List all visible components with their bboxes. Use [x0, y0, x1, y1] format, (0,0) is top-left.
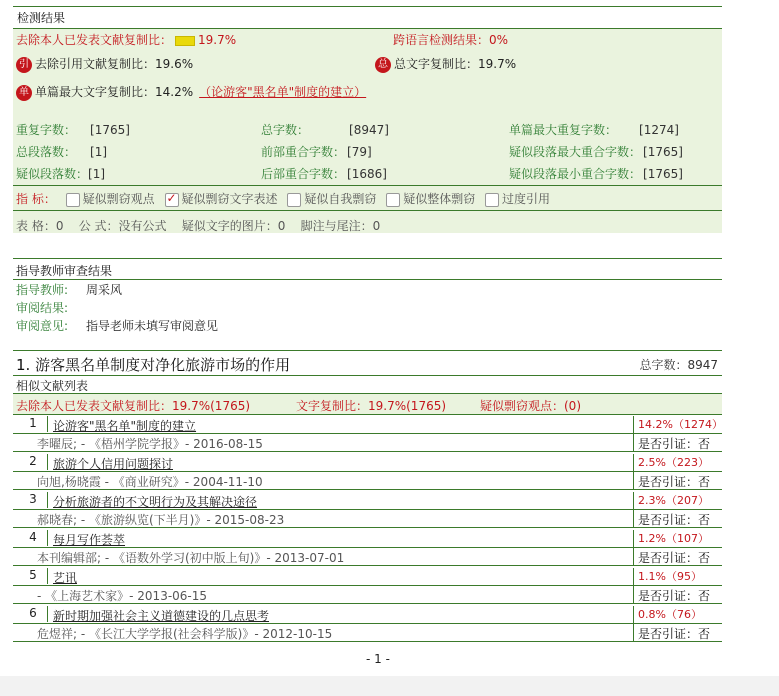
single-max-label: 单篇最大文字复制比：14.2% [35, 85, 194, 99]
literature-item [13, 492, 722, 510]
summary-self-exclude: 去除本人已发表文献复制比：19.7%(1765) [16, 399, 251, 413]
stat-back-overlap: 后部重合字数： [1686] [261, 167, 387, 181]
literature-number: 6 [19, 606, 48, 622]
self-exclude-row [16, 31, 236, 48]
literature-author-source: 危煜祥; - 《长江大学学报(社会科学版)》- 2012-10-15 [37, 627, 333, 641]
indicator-checkbox-whole[interactable] [386, 193, 400, 207]
indicator-checkbox-text[interactable] [165, 193, 179, 207]
literature-cite-status: 是否引证：否 [638, 589, 711, 603]
detection-results-panel [13, 6, 722, 233]
indicator-checkbox-opinion[interactable] [66, 193, 80, 207]
literature-percent: 14.2%（1274） [638, 418, 723, 431]
detection-title: 检测结果 [13, 7, 722, 29]
literature-title-link[interactable]: 新时期加强社会主义道德建设的几点思考 [53, 609, 270, 623]
self-exclude-value: 19.7% [198, 33, 237, 47]
stat-repeat-words: 重复字数： [1765] [16, 123, 130, 137]
literature-author-source: 本刊编辑部; - 《语数外学习(初中版上旬)》- 2013-07-01 [37, 551, 345, 565]
stat-single-max-repeat: 单篇最大重复字数： [1274] [509, 123, 679, 137]
literature-cite-status: 是否引证：否 [638, 513, 711, 527]
summary-opinion: 疑似剽窃观点：(0) [480, 399, 581, 413]
page-footer-gap [0, 676, 779, 696]
single-max-source-link[interactable]: （论游客"黑名单"制度的建立） [199, 85, 367, 99]
cross-lang-result: 跨语言检测结果：0% [393, 33, 509, 47]
literature-title-link[interactable]: 旅游个人信用问题探讨 [53, 457, 174, 471]
ratio-bar-icon [175, 36, 195, 46]
stat-front-overlap: 前部重合字数： [79] [261, 145, 372, 159]
literature-item [13, 416, 722, 434]
literature-title-link[interactable]: 艺讯 [53, 571, 78, 585]
cite-exclude-label: 去除引用文献复制比：19.6% [35, 57, 194, 71]
literature-meta [13, 472, 722, 490]
literature-author-source: - 《上海艺术家》- 2013-06-15 [37, 589, 208, 603]
stat-similar-paragraphs: 疑似段落数：[1] [16, 167, 106, 181]
literature-cite-status: 是否引证：否 [638, 437, 711, 451]
total-copy-label: 总文字复制比：19.7% [394, 57, 517, 71]
cite-exclude-row [16, 55, 193, 73]
literature-meta [13, 624, 722, 642]
literature-meta [13, 548, 722, 566]
literature-item [13, 568, 722, 586]
literature-cite-status: 是否引证：否 [638, 551, 711, 565]
cite-badge-icon: 引 [16, 57, 32, 73]
literature-number: 5 [19, 568, 48, 584]
literature-number: 2 [19, 454, 48, 470]
stat-total-words: 总字数： [8947] [261, 123, 389, 137]
literature-meta [13, 510, 722, 528]
literature-percent: 1.2%（107） [638, 532, 709, 545]
literature-item [13, 606, 722, 624]
literature-meta [13, 586, 722, 604]
literature-item [13, 454, 722, 472]
review-title: 指导教师审查结果 [16, 264, 113, 278]
single-max-row [16, 83, 366, 101]
total-copy-row [375, 55, 516, 73]
literature-number: 4 [19, 530, 48, 546]
stat-para-min-overlap: 疑似段落最小重合字数： [1765] [509, 167, 683, 181]
summary-bar [13, 393, 722, 415]
literature-percent: 1.1%（95） [638, 570, 702, 583]
literature-author-source: 李曜辰; - 《梧州学院学报》- 2016-08-15 [37, 437, 263, 451]
review-opinion-row: 审阅意见: 指导老师未填写审阅意见 [16, 319, 219, 333]
indicator-label: 指 标： [16, 192, 56, 206]
literature-author-source: 郝晓春; - 《旅游纵览(下半月)》- 2015-08-23 [37, 513, 285, 527]
literature-percent: 2.3%（207） [638, 494, 709, 507]
literature-title-link[interactable]: 分析旅游者的不文明行为及其解决途径 [53, 495, 258, 509]
literature-meta [13, 434, 722, 452]
literature-number: 3 [19, 492, 48, 508]
literature-title-link[interactable]: 每月写作荟萃 [53, 533, 126, 547]
literature-percent: 2.5%（223） [638, 456, 709, 469]
doc-header [13, 350, 722, 376]
literature-cite-status: 是否引证：否 [638, 627, 711, 641]
page-number: - 1 - [366, 652, 390, 666]
doc-total-words: 总字数：8947 [639, 358, 718, 372]
indicator-row: 指 标： 疑似剽窃观点 ✓ 疑似剽窃文字表述 疑似自我剽窃 疑似整体剽窃 过度引用 [16, 190, 550, 207]
doc-title: 1. 游客黑名单制度对净化旅游市场的作用 [16, 356, 291, 374]
review-result-label: 审阅结果: [16, 301, 69, 315]
literature-title-link[interactable]: 论游客"黑名单"制度的建立 [53, 419, 197, 433]
literature-number: 1 [19, 416, 48, 432]
stat-total-paragraphs: 总段落数： [1] [16, 145, 108, 159]
self-exclude-label: 去除本人已发表文献复制比： [16, 33, 173, 47]
total-badge-icon: 总 [375, 57, 391, 73]
indicator-checkbox-overcite[interactable] [485, 193, 499, 207]
review-panel [13, 258, 722, 280]
indicator-checkbox-self[interactable] [287, 193, 301, 207]
single-badge-icon: 单 [16, 85, 32, 101]
literature-item [13, 530, 722, 548]
literature-author-source: 向旭,杨晓霞 - 《商业研究》- 2004-11-10 [37, 475, 263, 489]
teacher-row: 指导教师: 周采风 [16, 283, 123, 297]
misc-counts: 表 格：0 公 式：没有公式 疑似文字的图片：0 脚注与尾注：0 [16, 219, 381, 233]
summary-text-copy: 文字复制比：19.7%(1765) [296, 399, 447, 413]
similar-list-title: 相似文献列表 [16, 379, 89, 393]
stat-para-max-overlap: 疑似段落最大重合字数： [1765] [509, 145, 683, 159]
literature-percent: 0.8%（76） [638, 608, 702, 621]
literature-cite-status: 是否引证：否 [638, 475, 711, 489]
